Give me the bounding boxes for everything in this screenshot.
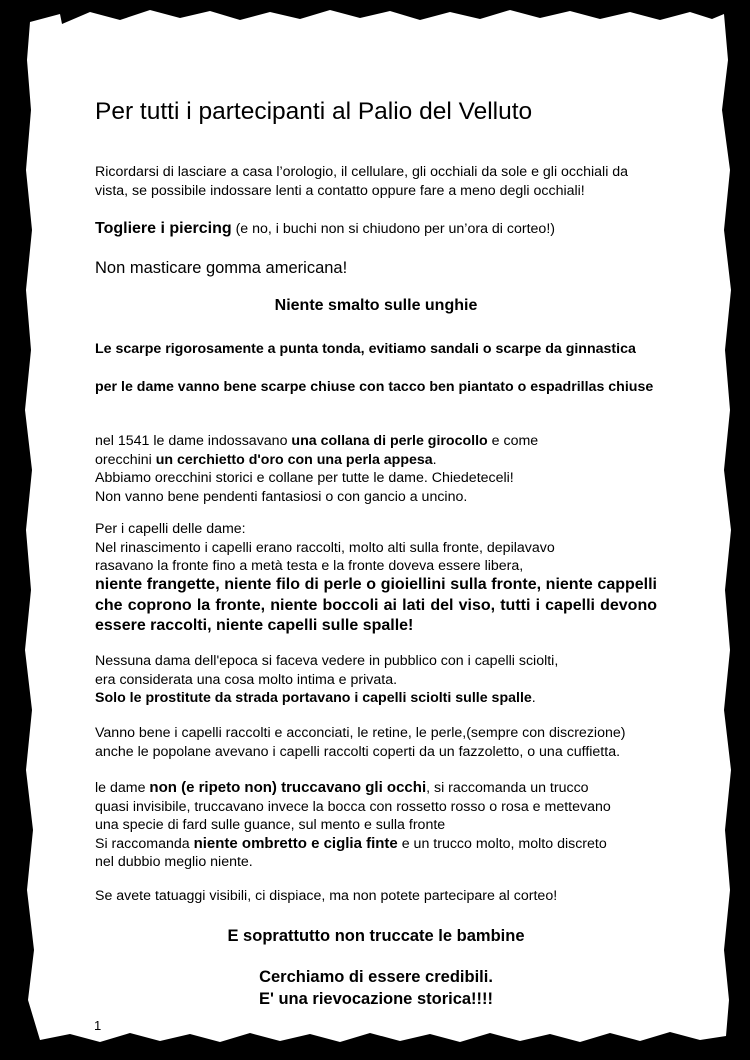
hair-paragraph <box>95 520 657 576</box>
accessories-paragraph <box>95 724 657 761</box>
loose-hair-paragraph <box>95 652 657 708</box>
makeup-l4b: niente ombretto e ciglia finte <box>193 834 398 852</box>
closing-block <box>95 966 657 1010</box>
makeup-l2: quasi invisibile, truccavano invece la bocca con rossetto rosso o rosa e mettevano <box>95 798 611 815</box>
makeup-l5: nel dubbio meglio niente. <box>95 854 253 870</box>
shoes-paragraph-2: per le dame vanno bene scarpe chiuse con tacco ben piantato o espadrillas chiuse <box>95 379 654 395</box>
jewels-l2a: orecchini <box>95 451 156 468</box>
accessories-l2: anche le popolane avevano i capelli raccolti coperti da un fazzoletto, o una cuffietta. <box>95 743 621 760</box>
makeup-l3: una specie di fard sulle guance, sul mento e sulla fronte <box>95 817 446 833</box>
loose-hair-l1: Nessuna dama dell'epoca si faceva vedere in pubblico con i capelli sciolti, <box>95 653 559 669</box>
nails-heading: Niente smalto sulle unghie <box>274 297 478 314</box>
shoes-paragraph-1: Le scarpe rigorosamente a punta tonda, evitiamo sandali o scarpe da ginnastica <box>95 341 636 357</box>
hair-l1: Per i capelli delle dame: <box>95 521 246 537</box>
piercing-paragraph <box>95 219 657 240</box>
jewels-l2c: . <box>432 451 437 468</box>
jewels-l4: Non vanno bene pendenti fantasiosi o con gancio a uncino. <box>95 488 468 505</box>
makeup-l1a: le dame <box>95 780 150 796</box>
children-heading: E soprattutto non truccate le bambine <box>227 927 525 945</box>
intro-paragraph: Ricordarsi di lasciare a casa l’orologio, il cellulare, gli occhiali da sole e gli occhiali da vista, se possibile indossare lenti a contatto oppure fare a meno degli occhiali! <box>95 164 629 199</box>
makeup-l1c: , si raccomanda un trucco <box>426 780 589 796</box>
gum-paragraph: Non masticare gomma americana! <box>95 259 348 277</box>
loose-hair-l3: Solo le prostitute da strada portavano i capelli sciolti sulle spalle <box>95 690 532 706</box>
piercing-rest: (e no, i buchi non si chiudono per un’ora di corteo!) <box>231 221 555 237</box>
makeup-l1b: non (e ripeto non) truccavano gli occhi <box>149 779 427 796</box>
hair-bold-rules: niente frangette, niente filo di perle o gioiellini sulla fronte, niente cappelli che coprono la fronte, niente boccoli ai lati del viso, tutti i capelli devono essere raccolti, niente capelli sulle spalle! <box>95 576 657 634</box>
makeup-paragraph <box>95 779 657 872</box>
loose-hair-l2: era considerata una cosa molto intima e privata. <box>95 671 398 688</box>
makeup-l4a: Si raccomanda <box>95 835 194 852</box>
jewels-l1a: nel 1541 le dame indossavano <box>95 433 292 449</box>
accessories-l1: Vanno bene i capelli raccolti e acconciati, le retine, le perle,(sempre con discrezione) <box>95 725 626 741</box>
closing-l2: E' una rievocazione storica!!!! <box>258 990 494 1008</box>
jewels-l2b: un cerchietto d'oro con una perla appesa <box>155 451 433 468</box>
page-title: Per tutti i partecipanti al Palio del Velluto <box>95 98 533 125</box>
tattoos-paragraph: Se avete tatuaggi visibili, ci dispiace, ma non potete partecipare al corteo! <box>95 888 558 904</box>
makeup-l4c: e un trucco molto, molto discreto <box>397 835 607 852</box>
piercing-bold: Togliere i piercing <box>95 220 232 237</box>
closing-l1: Cerchiamo di essere credibili. <box>259 968 493 986</box>
jewels-l3: Abbiamo orecchini storici e collane per tutte le dame. Chiedeteceli! <box>95 470 514 486</box>
hair-l2: Nel rinascimento i capelli erano raccolti, molto alti sulla fronte, depilavavo <box>95 539 555 556</box>
jewels-l1b: una collana di perle girocollo <box>291 433 488 449</box>
jewels-paragraph <box>95 432 657 506</box>
page-number: 1 <box>94 1018 102 1033</box>
hair-l3: rasavano la fronte fino a metà testa e la fronte doveva essere libera, <box>95 558 524 574</box>
jewels-l1c: e come <box>487 433 539 449</box>
loose-hair-l3-end: . <box>531 690 536 706</box>
